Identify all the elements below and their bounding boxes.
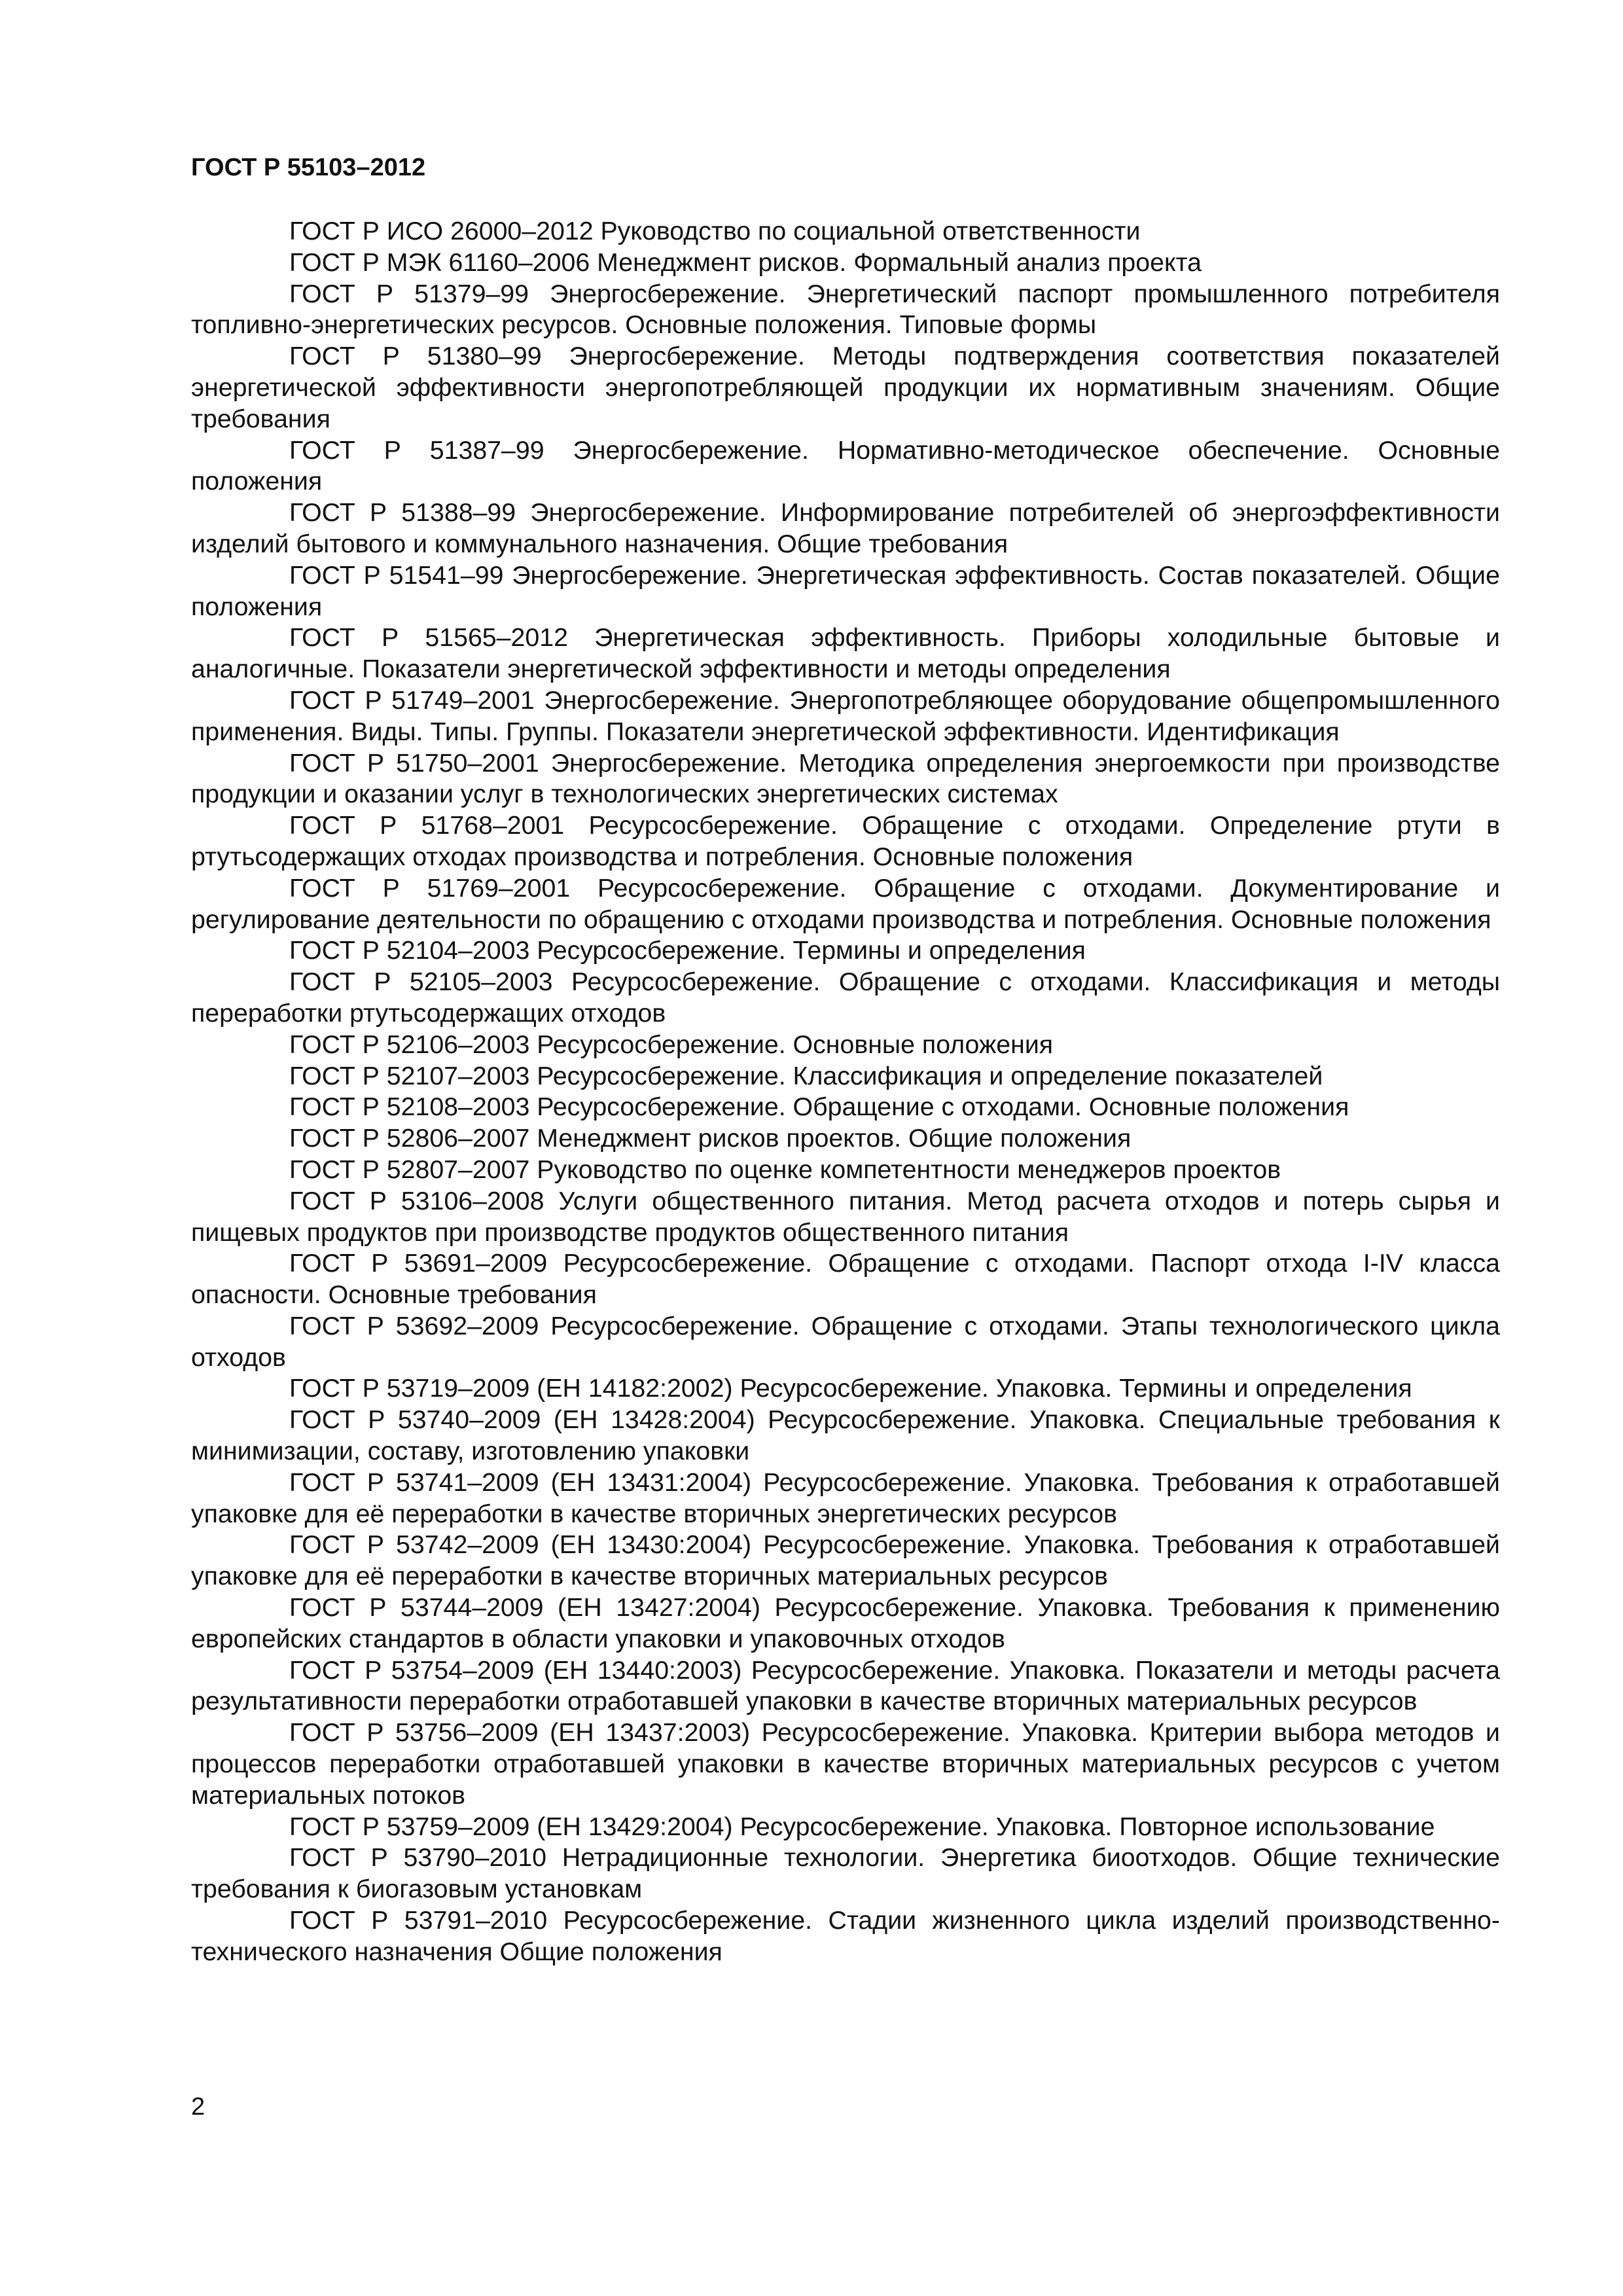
reference-item: ГОСТ Р 51387–99 Энергосбережение. Нормативно-методическое обеспечение. Основные положения xyxy=(191,435,1500,496)
reference-item: ГОСТ Р 53754–2009 (ЕН 13440:2003) Ресурсосбережение. Упаковка. Показатели и методы расчета результативности переработки отработавшей упаковки в качестве вторичных материальных ресурсов xyxy=(191,1655,1500,1716)
reference-item: ГОСТ Р 51565–2012 Энергетическая эффективность. Приборы холодильные бытовые и аналогичные. Показатели энергетической эффективности и методы определения xyxy=(191,623,1500,684)
reference-item: ГОСТ Р МЭК 61160–2006 Менеджмент рисков. Формальный анализ проекта xyxy=(289,247,1202,277)
reference-item: ГОСТ Р 53791–2010 Ресурсосбережение. Стадии жизненного цикла изделий производственно-технического назначения Общие положения xyxy=(191,1906,1500,1966)
reference-item: ГОСТ Р 53790–2010 Нетрадиционные технологии. Энергетика биоотходов. Общие технические требования к биогазовым установкам xyxy=(191,1843,1500,1904)
reference-item: ГОСТ Р 53742–2009 (ЕН 13430:2004) Ресурсосбережение. Упаковка. Требования к отработавшей упаковке для её переработки в качестве вторичных материальных ресурсов xyxy=(191,1530,1500,1591)
reference-item: ГОСТ Р 51380–99 Энергосбережение. Методы подтверждения соответствия показателей энергетической эффективности энергопотребляющей продукции их нормативным значениям. Общие требования xyxy=(191,342,1500,433)
reference-item: ГОСТ Р 51388–99 Энергосбережение. Информирование потребителей об энергоэффективности изделий бытового и коммунального назначения. Общие требования xyxy=(191,498,1500,558)
reference-item: ГОСТ Р 52807–2007 Руководство по оценке компетентности менеджеров проектов xyxy=(289,1155,1281,1184)
reference-item: ГОСТ Р 53744–2009 (ЕН 13427:2004) Ресурсосбережение. Упаковка. Требования к применению европейских стандартов в области упаковки и упаковочных отходов xyxy=(191,1593,1500,1653)
reference-item: ГОСТ Р 51541–99 Энергосбережение. Энергетическая эффективность. Состав показателей. Общие положения xyxy=(191,560,1500,621)
reference-item: ГОСТ Р 51768–2001 Ресурсосбережение. Обращение с отходами. Определение ртути в ртутьсодержащих отходах производства и потребления. Основные положения xyxy=(191,811,1500,871)
reference-item: ГОСТ Р 53759–2009 (ЕН 13429:2004) Ресурсосбережение. Упаковка. Повторное использование xyxy=(289,1812,1435,1841)
reference-item: ГОСТ Р 51769–2001 Ресурсосбережение. Обращение с отходами. Документирование и регулирование деятельности по обращению с отходами производства и потребления. Основные положения xyxy=(191,873,1500,934)
reference-item: ГОСТ Р 52806–2007 Менеджмент рисков проектов. Общие положения xyxy=(289,1124,1132,1153)
reference-item: ГОСТ Р 53740–2009 (ЕН 13428:2004) Ресурсосбережение. Упаковка. Специальные требования к минимизации, составу, изготовлению упаковки xyxy=(191,1405,1500,1466)
reference-item: ГОСТ Р 53756–2009 (ЕН 13437:2003) Ресурсосбережение. Упаковка. Критерии выбора методов и процессов переработки отработавшей упаковки в качестве вторичных материальных ресурсов с учетом материальных потоков xyxy=(191,1718,1500,1810)
reference-item: ГОСТ Р 53719–2009 (ЕН 14182:2002) Ресурсосбережение. Упаковка. Термины и определения xyxy=(289,1374,1412,1403)
reference-item: ГОСТ Р 53691–2009 Ресурсосбережение. Обращение с отходами. Паспорт отхода I-IV класса опасности. Основные требования xyxy=(191,1249,1500,1310)
normative-references-list xyxy=(191,216,1500,1968)
document-designation: ГОСТ Р 55103–2012 xyxy=(191,154,426,181)
reference-item: ГОСТ Р 53741–2009 (ЕН 13431:2004) Ресурсосбережение. Упаковка. Требования к отработавшей упаковке для её переработки в качестве вторичных энергетических ресурсов xyxy=(191,1467,1500,1528)
reference-item: ГОСТ Р 52107–2003 Ресурсосбережение. Классификация и определение показателей xyxy=(289,1061,1323,1090)
reference-item: ГОСТ Р 52105–2003 Ресурсосбережение. Обращение с отходами. Классификация и методы переработки ртутьсодержащих отходов xyxy=(191,967,1500,1028)
reference-item: ГОСТ Р 52106–2003 Ресурсосбережение. Основные положения xyxy=(289,1030,1054,1059)
reference-item: ГОСТ Р 51379–99 Энергосбережение. Энергетический паспорт промышленного потребителя топливно-энергетических ресурсов. Основные положения. Типовые формы xyxy=(191,279,1500,340)
reference-item: ГОСТ Р 53106–2008 Услуги общественного питания. Метод расчета отходов и потерь сырья и пищевых продуктов при производстве продуктов общественного питания xyxy=(191,1186,1500,1247)
reference-item: ГОСТ Р ИСО 26000–2012 Руководство по социальной ответственности xyxy=(289,217,1141,245)
reference-item: ГОСТ Р 51749–2001 Энергосбережение. Энергопотребляющее оборудование общепромышленного применения. Виды. Типы. Группы. Показатели энергетической эффективности. Идентификация xyxy=(191,685,1500,746)
page-number: 2 xyxy=(191,2093,205,2121)
reference-item: ГОСТ Р 52108–2003 Ресурсосбережение. Обращение с отходами. Основные положения xyxy=(289,1092,1349,1122)
reference-item: ГОСТ Р 51750–2001 Энергосбережение. Методика определения энергоемкости при производстве продукции и оказании услуг в технологических энергетических системах xyxy=(191,748,1500,809)
reference-item: ГОСТ Р 52104–2003 Ресурсосбережение. Термины и определения xyxy=(289,936,1086,965)
reference-item: ГОСТ Р 53692–2009 Ресурсосбережение. Обращение с отходами. Этапы технологического цикла отходов xyxy=(191,1311,1500,1372)
